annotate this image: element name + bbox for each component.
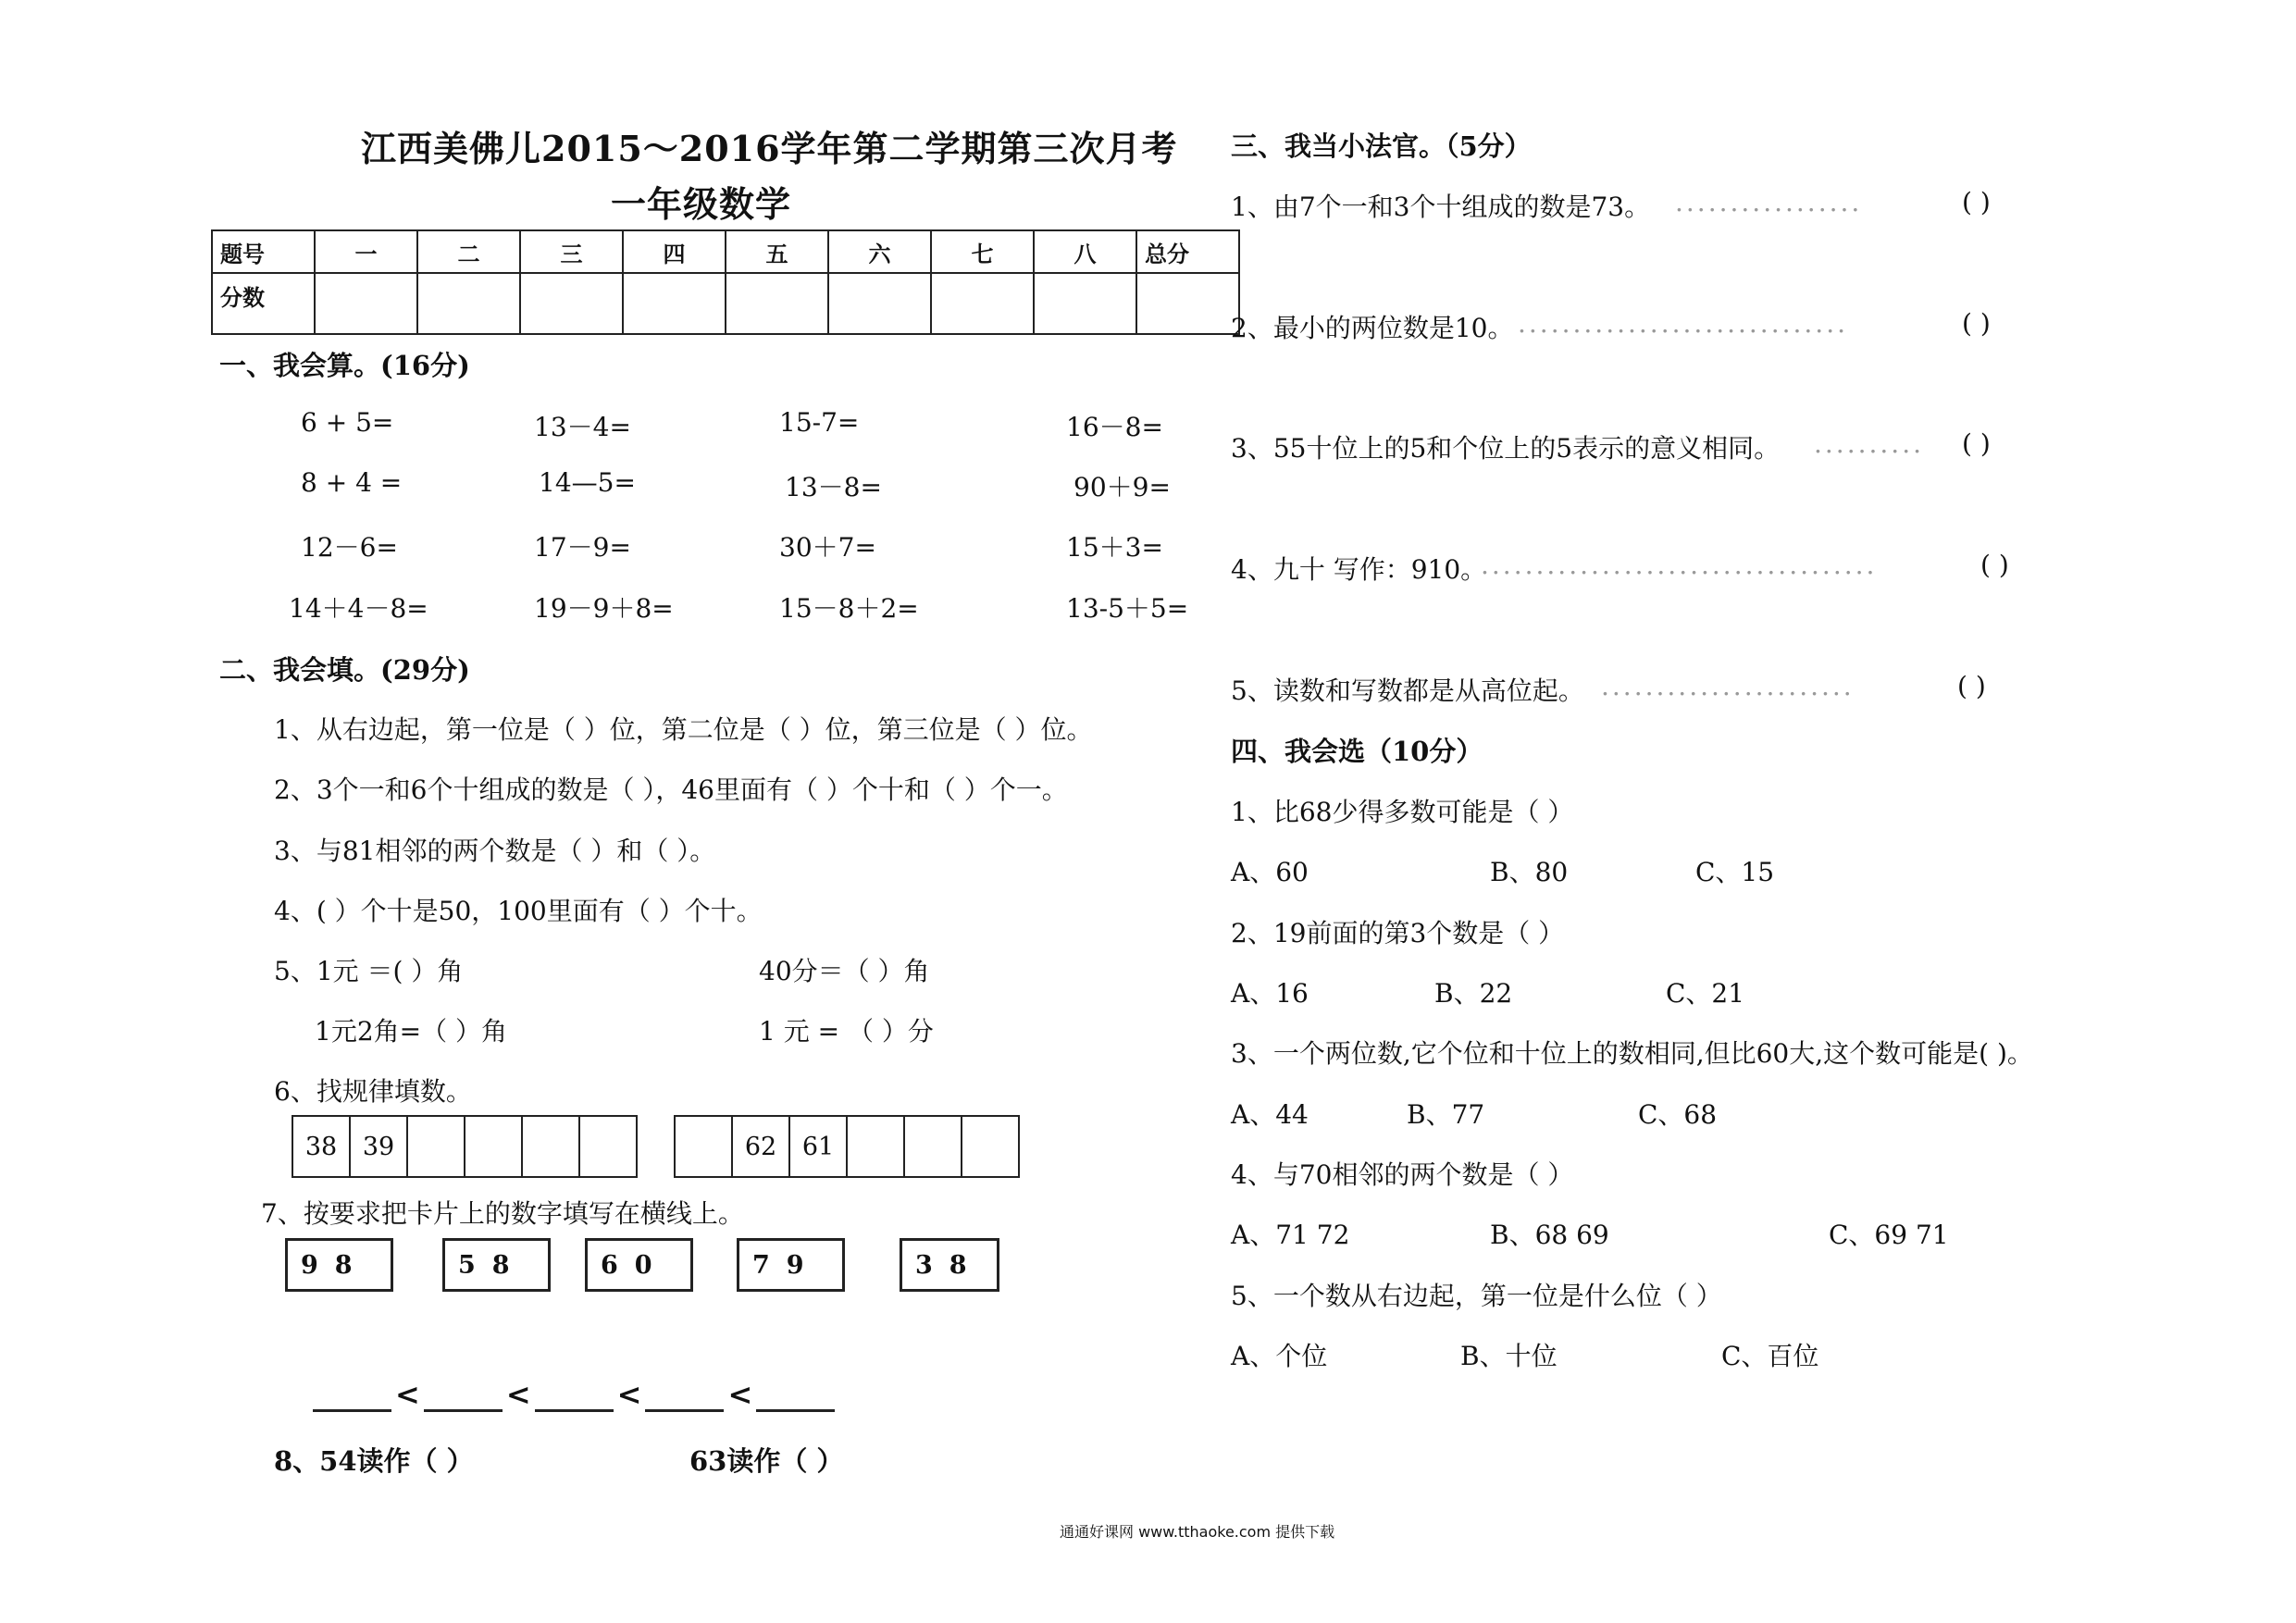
score-header-1: 一 [315, 230, 417, 273]
score-header-6: 六 [828, 230, 931, 273]
judge-answer-5[interactable]: ( ) [1957, 671, 1986, 701]
exam-subtitle: 一年级数学 [611, 183, 792, 225]
order-blank[interactable] [424, 1383, 503, 1412]
exam-title: 江西美佛儿2015～2016学年第二学期第三次月考 [361, 128, 1178, 169]
number-card-79: 79 [737, 1238, 845, 1292]
choice-q4-option-c[interactable]: C、69 71 [1829, 1220, 1949, 1250]
judge-dots: .................................... [1481, 550, 1878, 580]
score-cell[interactable] [315, 273, 417, 334]
judge-item-4: 4、九十 写作：910。 [1231, 554, 1487, 585]
section3-heading: 三、我当小法官。（5分） [1231, 130, 1532, 162]
calc-1-4: 16－8= [1066, 412, 1163, 442]
score-header-8: 八 [1034, 230, 1136, 273]
score-header-total: 总分 [1136, 230, 1239, 273]
ordering-answer-row [313, 1377, 835, 1412]
score-header-5: 五 [726, 230, 828, 273]
choice-q4: 4、与70相邻的两个数是（ ） [1231, 1159, 1574, 1190]
judge-answer-2[interactable]: ( ) [1962, 308, 1991, 339]
seq1-cell: 39 [351, 1117, 408, 1176]
calc-3-4: 15＋3= [1066, 532, 1163, 563]
section2-heading: 二、我会填。(29分) [219, 654, 470, 686]
calc-2-4: 90＋9= [1074, 472, 1171, 502]
calc-2-3: 13－8= [785, 472, 882, 502]
less-than-sign: < [727, 1377, 753, 1412]
order-blank[interactable] [756, 1383, 835, 1412]
fill-q8b: 63读作（ ） [689, 1445, 844, 1477]
fill-q5c: 1元2角=（ ）角 [315, 1016, 507, 1047]
score-cell[interactable] [417, 273, 520, 334]
judge-answer-1[interactable]: ( ) [1962, 187, 1991, 217]
calc-1-3: 15-7= [779, 407, 860, 438]
score-cell[interactable] [520, 273, 623, 334]
calc-1-2: 13－4= [534, 412, 631, 442]
calc-4-3: 15－8＋2= [779, 593, 919, 624]
judge-dots: ................. [1675, 187, 1863, 217]
number-card-58: 58 [442, 1238, 551, 1292]
judge-answer-4[interactable]: ( ) [1980, 550, 2009, 580]
calc-4-1: 14＋4－8= [289, 593, 428, 624]
fill-q5d: 1 元 = （ ）分 [759, 1016, 934, 1047]
number-card-98: 98 [285, 1238, 393, 1292]
score-cell[interactable] [726, 273, 828, 334]
choice-q2: 2、19前面的第3个数是（ ） [1231, 918, 1565, 948]
choice-q3-option-c[interactable]: C、68 [1638, 1099, 1718, 1130]
seq2-cell[interactable] [962, 1117, 1018, 1176]
score-cell[interactable] [828, 273, 931, 334]
judge-answer-3[interactable]: ( ) [1962, 428, 1991, 459]
less-than-sign: < [395, 1377, 420, 1412]
calc-4-4: 13-5＋5= [1066, 593, 1189, 624]
judge-dots: ....................... [1601, 671, 1855, 701]
choice-q5-option-a[interactable]: A、个位 [1231, 1341, 1328, 1371]
choice-q3-option-b[interactable]: B、77 [1407, 1099, 1485, 1130]
section4-heading: 四、我会选（10分） [1231, 736, 1483, 767]
choice-q4-option-b[interactable]: B、68 69 [1490, 1220, 1609, 1250]
fill-q3: 3、与81相邻的两个数是（ ）和（ ）。 [274, 836, 716, 866]
judge-item-2: 2、最小的两位数是10。 [1231, 313, 1514, 343]
seq2-cell[interactable] [905, 1117, 962, 1176]
choice-q3-option-a[interactable]: A、44 [1231, 1099, 1309, 1130]
calc-3-1: 12－6= [301, 532, 398, 563]
number-card-38: 38 [900, 1238, 999, 1292]
fill-q5a: 5、1元 ＝( ）角 [274, 956, 464, 986]
score-cell[interactable] [1136, 273, 1239, 334]
choice-q1-option-b[interactable]: B、80 [1490, 857, 1569, 887]
seq2-cell[interactable] [676, 1117, 733, 1176]
judge-item-3: 3、55十位上的5和个位上的5表示的意义相同。 [1231, 433, 1781, 464]
score-cell[interactable] [931, 273, 1034, 334]
less-than-sign: < [616, 1377, 642, 1412]
number-card-60: 60 [585, 1238, 693, 1292]
score-header-2: 二 [417, 230, 520, 273]
score-cell[interactable] [623, 273, 726, 334]
fill-q8a: 8、54读作（ ） [274, 1445, 474, 1477]
fill-q7: 7、按要求把卡片上的数字填写在横线上。 [261, 1198, 744, 1229]
calc-1-1: 6 + 5= [301, 407, 394, 438]
seq2-cell[interactable] [848, 1117, 905, 1176]
judge-item-5: 5、读数和写数都是从高位起。 [1231, 675, 1584, 706]
score-header-label: 题号 [212, 230, 315, 273]
choice-q1: 1、比68少得多数可能是（ ） [1231, 797, 1574, 827]
fill-q2: 2、3个一和6个十组成的数是（ ），46里面有（ ）个十和（ ）个一。 [274, 774, 1068, 805]
choice-q2-option-c[interactable]: C、21 [1666, 978, 1745, 1009]
fill-q4: 4、( ）个十是50，100里面有（ ）个十。 [274, 896, 763, 926]
fill-q5b: 40分＝（ ）角 [759, 956, 930, 986]
order-blank[interactable] [645, 1383, 724, 1412]
calc-3-3: 30＋7= [779, 532, 876, 563]
calc-4-2: 19－9＋8= [534, 593, 674, 624]
score-header-7: 七 [931, 230, 1034, 273]
fill-q6: 6、找规律填数。 [274, 1076, 472, 1107]
calc-2-1: 8 + 4 = [301, 467, 403, 498]
choice-q3: 3、一个两位数,它个位和十位上的数相同,但比60大,这个数可能是( )。 [1231, 1038, 2033, 1069]
choice-q5: 5、一个数从右边起，第一位是什么位（ ） [1231, 1281, 1722, 1311]
choice-q2-option-b[interactable]: B、22 [1434, 978, 1513, 1009]
seq1-cell[interactable] [523, 1117, 580, 1176]
choice-q1-option-a[interactable]: A、60 [1231, 857, 1309, 887]
score-header-3: 三 [520, 230, 623, 273]
choice-q2-option-a[interactable]: A、16 [1231, 978, 1309, 1009]
choice-q1-option-c[interactable]: C、15 [1695, 857, 1775, 887]
seq2-cell: 62 [733, 1117, 790, 1176]
sequence-boxes-2 [674, 1115, 1020, 1178]
choice-q5-option-c[interactable]: C、百位 [1721, 1341, 1819, 1371]
sequence-boxes-1 [292, 1115, 638, 1178]
order-blank[interactable] [313, 1383, 391, 1412]
section1-heading: 一、我会算。(16分) [219, 350, 470, 381]
seq1-cell[interactable] [465, 1117, 523, 1176]
less-than-sign: < [505, 1377, 531, 1412]
judge-dots: .............................. [1518, 308, 1849, 339]
judge-item-1: 1、由7个一和3个十组成的数是73。 [1231, 192, 1651, 222]
score-row-label: 分数 [212, 273, 315, 334]
choice-q4-option-a[interactable]: A、71 72 [1231, 1220, 1350, 1250]
seq1-cell[interactable] [580, 1117, 636, 1176]
calc-3-2: 17－9= [534, 532, 631, 563]
score-table [211, 229, 1240, 335]
judge-dots: .......... [1814, 428, 1925, 459]
seq2-cell: 61 [790, 1117, 848, 1176]
footer-credit: 通通好课网 www.tthaoke.com 提供下载 [1060, 1523, 1335, 1541]
choice-q5-option-b[interactable]: B、十位 [1460, 1341, 1558, 1371]
fill-q1: 1、从右边起，第一位是（ ）位，第二位是（ ）位，第三位是（ ）位。 [274, 714, 1093, 745]
seq1-cell[interactable] [408, 1117, 465, 1176]
score-cell[interactable] [1034, 273, 1136, 334]
calc-2-2: 14—5= [539, 467, 636, 498]
order-blank[interactable] [535, 1383, 614, 1412]
score-header-4: 四 [623, 230, 726, 273]
seq1-cell: 38 [293, 1117, 351, 1176]
